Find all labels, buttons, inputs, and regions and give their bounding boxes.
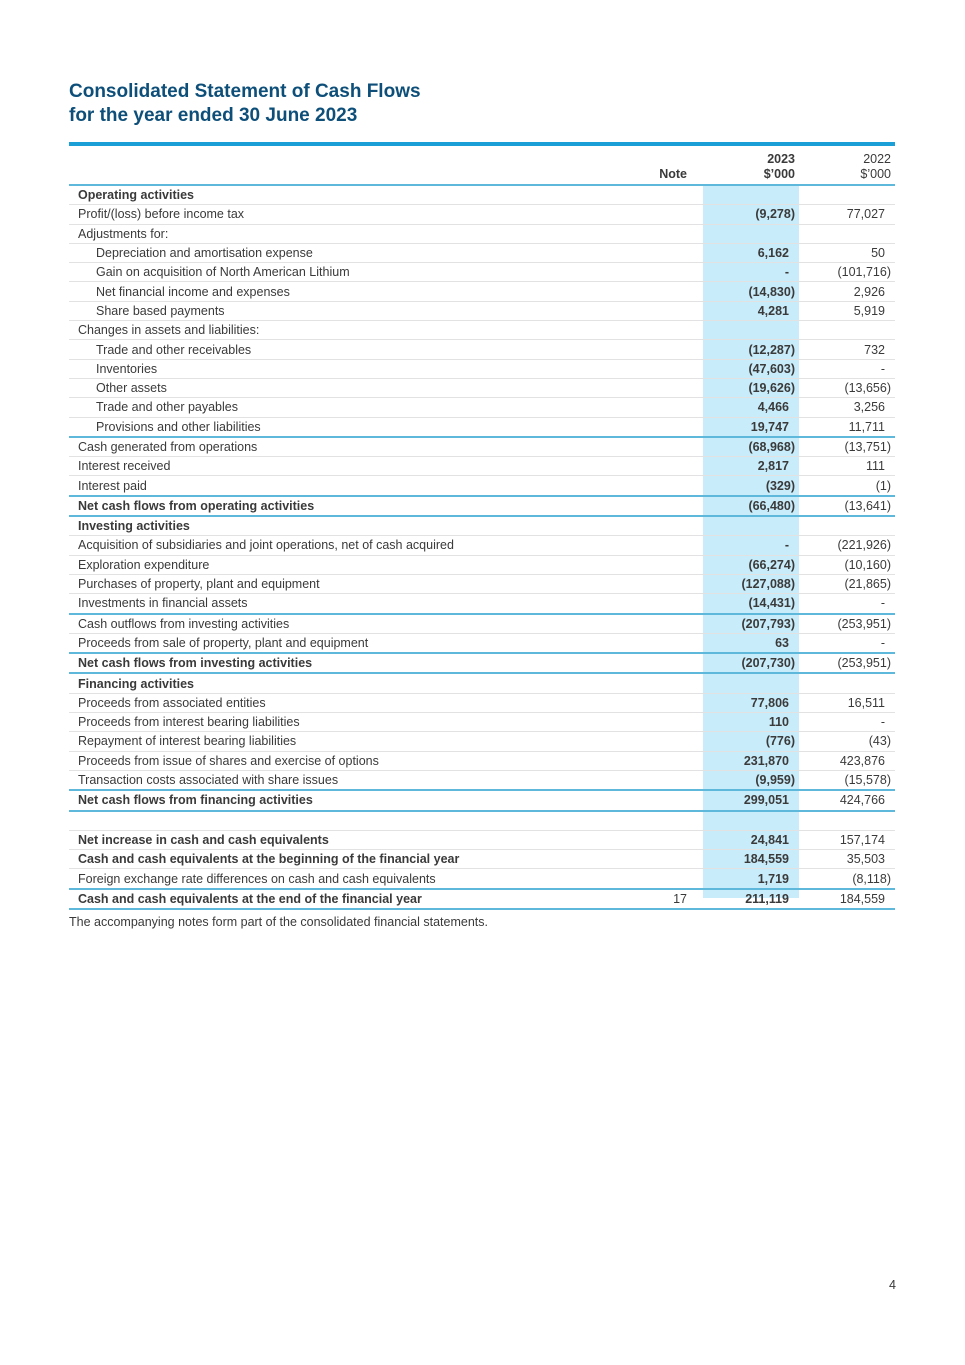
row-label: Net cash flows from financing activities [69,790,593,810]
value-2023 [703,790,799,810]
header-2022-year: 2022 [863,152,891,166]
value-2022-text: 424,766 [839,793,885,808]
value-2022 [799,185,895,205]
value-2023 [703,555,799,574]
row-label: Cash outflows from investing activities [69,614,593,634]
row-label: Cash and cash equivalents at the beginning of the financial year [69,850,593,869]
value-2023-text: 184,559 [743,852,789,867]
value-2022 [799,555,895,574]
value-2022-text: 11,711 [848,419,885,434]
value-2023 [703,673,799,693]
value-2022-text: 35,503 [846,852,885,867]
table-row [69,417,895,437]
row-label: Trade and other payables [69,398,593,417]
value-2022-text: (221,926) [837,538,891,553]
row-note [593,378,703,397]
row-label: Transaction costs associated with share issues [69,770,593,790]
value-2022-text: - [880,715,885,730]
value-2022-text: 184,559 [839,891,885,906]
row-label: Proceeds from associated entities [69,693,593,712]
row-label: Financing activities [69,673,593,693]
value-2022-text: (1) [875,478,891,493]
row-label: Gain on acquisition of North American Lithium [69,263,593,282]
value-2023 [703,205,799,224]
value-2022-text: 157,174 [839,832,885,847]
title-line-1: Consolidated Statement of Cash Flows [69,81,421,102]
value-2023 [703,378,799,397]
value-2023-text: (14,830) [748,284,795,299]
row-label: Exploration expenditure [69,555,593,574]
value-2023 [703,321,799,340]
row-note [593,536,703,555]
row-note [593,263,703,282]
value-2023 [703,340,799,359]
row-label: Purchases of property, plant and equipment [69,574,593,593]
row-note [593,653,703,673]
value-2023-text: (329) [765,478,795,493]
value-2022-text: 111 [865,459,885,474]
value-2023 [703,263,799,282]
table-row [69,633,895,653]
table-row [69,340,895,359]
value-2022-text: (101,716) [837,265,891,280]
row-label: Interest received [69,457,593,476]
value-2023 [703,633,799,653]
value-2022 [799,224,895,243]
table-row [69,243,895,262]
row-label: Proceeds from sale of property, plant and equipment [69,633,593,653]
row-note [593,185,703,205]
value-2023-text: (66,274) [748,557,795,572]
value-2022-text: (43) [868,734,891,749]
value-2023-text: (12,287) [748,342,795,357]
row-note [593,496,703,516]
value-2022 [799,830,895,849]
title-line-2: for the year ended 30 June 2023 [69,105,358,126]
value-2023 [703,614,799,634]
table-row [69,790,895,810]
header-2023-year: 2023 [767,152,795,166]
value-2022 [799,574,895,593]
row-note [593,243,703,262]
row-note [593,751,703,770]
table-row [69,869,895,889]
row-note [593,614,703,634]
value-2022 [799,594,895,614]
table-row [69,185,895,205]
value-2023 [703,496,799,516]
value-2023 [703,594,799,614]
row-label: Changes in assets and liabilities: [69,321,593,340]
row-label: Proceeds from issue of shares and exercise of options [69,751,593,770]
value-2022 [799,243,895,262]
table-row [69,673,895,693]
row-note [593,869,703,889]
value-2023 [703,889,799,909]
row-label: Cash and cash equivalents at the end of the financial year [69,889,593,909]
row-note [593,830,703,849]
value-2022 [799,378,895,397]
value-2023 [703,185,799,205]
row-note [593,790,703,810]
table-row [69,359,895,378]
value-2023 [703,693,799,712]
row-label: Net cash flows from operating activities [69,496,593,516]
value-2022-text: 732 [864,342,885,357]
table-row [69,398,895,417]
row-note [593,732,703,751]
value-2022-text: (13,641) [844,498,891,513]
table-row [69,594,895,614]
value-2022 [799,340,895,359]
value-2023-text: (776) [765,734,795,749]
table-row [69,321,895,340]
row-label: Depreciation and amortisation expense [69,243,593,262]
value-2022-text: 5,919 [853,303,885,318]
table-row [69,457,895,476]
value-2022 [799,713,895,732]
value-2022 [799,751,895,770]
table-header-row [69,146,895,185]
table-row [69,751,895,770]
table-row [69,282,895,301]
row-note [593,301,703,320]
row-label: Investments in financial assets [69,594,593,614]
value-2023 [703,417,799,437]
table-row [69,889,895,909]
table-row [69,263,895,282]
value-2022-text: (8,118) [852,871,891,886]
value-2022 [799,653,895,673]
row-note [593,574,703,593]
value-2023 [703,574,799,593]
value-2023-text: (68,968) [748,440,795,454]
value-2022 [799,770,895,790]
row-note [593,633,703,653]
value-2023-text: (207,730) [741,656,795,671]
value-2022-text: (13,656) [844,381,891,396]
row-note [593,811,703,831]
table-row [69,496,895,516]
row-label: Acquisition of subsidiaries and joint operations, net of cash acquired [69,536,593,555]
value-2022 [799,205,895,224]
value-2023-text: 77,806 [750,695,789,710]
value-2023-text: 1,719 [757,871,789,886]
value-2022-text: 2,926 [853,284,885,299]
row-note [593,282,703,301]
row-note [593,398,703,417]
value-2023-text: 24,841 [750,832,789,847]
value-2022 [799,889,895,909]
row-note [593,693,703,712]
row-label: Foreign exchange rate differences on cash and cash equivalents [69,869,593,889]
value-2022 [799,790,895,810]
value-2022-text: (13,751) [844,440,891,454]
value-2022-text: 16,511 [847,695,885,710]
table-row [69,536,895,555]
value-2022 [799,633,895,653]
value-2022-text: (10,160) [844,557,891,572]
table-row [69,437,895,457]
row-label: Other assets [69,378,593,397]
row-note [593,850,703,869]
value-2022 [799,811,895,831]
value-2022-text: (15,578) [844,773,891,788]
row-label: Repayment of interest bearing liabilities [69,732,593,751]
table-row [69,850,895,869]
table-row [69,770,895,790]
table-row [69,378,895,397]
value-2023 [703,282,799,301]
row-note [593,516,703,536]
value-2023-text: 63 [775,635,789,650]
value-2023-text: 4,281 [757,303,789,318]
row-note [593,340,703,359]
value-2023 [703,457,799,476]
row-note [593,457,703,476]
value-2022-text: (21,865) [844,577,891,592]
table-row [69,574,895,593]
header-label-cell [69,146,593,185]
value-2023 [703,476,799,496]
value-2022 [799,417,895,437]
value-2023-text: - [784,265,789,280]
value-2023 [703,224,799,243]
row-label: Operating activities [69,185,593,205]
row-note: 17 [593,889,703,909]
page-number: 4 [889,1278,896,1292]
value-2022 [799,476,895,496]
value-2022-text: 3,256 [853,400,885,415]
row-note [593,359,703,378]
row-note [593,673,703,693]
value-2022 [799,437,895,457]
value-2023-text: 19,747 [750,419,789,434]
value-2023 [703,770,799,790]
table-row [69,224,895,243]
row-label: Proceeds from interest bearing liabilities [69,713,593,732]
cash-flow-table [69,146,895,910]
row-label: Net cash flows from investing activities [69,653,593,673]
value-2022 [799,398,895,417]
row-note [593,437,703,457]
table-row [69,205,895,224]
value-2023 [703,437,799,457]
row-label: Net increase in cash and cash equivalents [69,830,593,849]
value-2023 [703,301,799,320]
table-row [69,476,895,496]
value-2023 [703,732,799,751]
row-note [593,224,703,243]
value-2022 [799,516,895,536]
value-2023 [703,359,799,378]
value-2023 [703,516,799,536]
value-2022 [799,282,895,301]
table-row [69,301,895,320]
value-2022 [799,732,895,751]
value-2023-text: (19,626) [748,381,795,396]
value-2022 [799,301,895,320]
value-2023 [703,536,799,555]
footnote: The accompanying notes form part of the consolidated financial statements. [69,915,488,929]
row-label [69,811,593,831]
value-2023-text: 2,817 [757,459,789,474]
header-note: Note [593,146,703,185]
value-2022-text: 77,027 [846,207,885,222]
value-2023 [703,243,799,262]
value-2023-text: (66,480) [748,498,795,513]
value-2022-text: 423,876 [839,753,885,768]
row-label: Interest paid [69,476,593,496]
header-2023-unit: $’000 [763,167,795,181]
row-note [593,205,703,224]
row-note [593,476,703,496]
value-2022 [799,321,895,340]
value-2022 [799,869,895,889]
value-2023-text: (14,431) [748,596,795,611]
row-note [593,594,703,614]
table-row [69,811,895,831]
row-note [593,713,703,732]
value-2022 [799,614,895,634]
value-2023 [703,713,799,732]
row-label: Net financial income and expenses [69,282,593,301]
table-row [69,713,895,732]
value-2023 [703,398,799,417]
row-label: Inventories [69,359,593,378]
value-2023-text: (47,603) [748,361,795,376]
row-label: Cash generated from operations [69,437,593,457]
value-2023-text: 211,119 [745,891,789,906]
value-2023-text: (9,278) [755,207,795,222]
table-row [69,732,895,751]
value-2022 [799,457,895,476]
table-row [69,555,895,574]
value-2022-text: (253,951) [837,656,891,671]
table-row [69,653,895,673]
header-2023 [703,146,799,185]
value-2022 [799,263,895,282]
row-label: Share based payments [69,301,593,320]
value-2023 [703,830,799,849]
value-2023 [703,869,799,889]
row-label: Adjustments for: [69,224,593,243]
table-row [69,516,895,536]
value-2022 [799,673,895,693]
value-2022 [799,496,895,516]
row-note [593,555,703,574]
table-row [69,614,895,634]
value-2022 [799,850,895,869]
page-title [69,80,421,128]
row-note [593,417,703,437]
value-2023 [703,653,799,673]
value-2022-text: - [880,596,885,611]
table-row [69,830,895,849]
value-2023-text: (127,088) [741,577,795,592]
value-2022 [799,359,895,378]
row-label: Provisions and other liabilities [69,417,593,437]
value-2022-text: (253,951) [837,616,891,631]
value-2023-text: 231,870 [743,753,789,768]
row-note [593,770,703,790]
value-2023-text: - [784,538,789,553]
value-2023-text: 299,051 [743,793,789,808]
value-2023-text: (9,959) [755,773,795,788]
value-2022-text: - [880,361,885,376]
value-2023-text: 6,162 [757,246,789,261]
row-label: Investing activities [69,516,593,536]
table-row [69,693,895,712]
row-note [593,321,703,340]
value-2023 [703,751,799,770]
header-2022-unit: $’000 [860,167,891,181]
header-2022 [799,146,895,185]
value-2023-text: 4,466 [757,400,789,415]
value-2022-text: - [880,635,885,650]
row-label: Profit/(loss) before income tax [69,205,593,224]
row-label: Trade and other receivables [69,340,593,359]
value-2022-text: 50 [871,246,885,261]
value-2023-text: (207,793) [741,616,795,631]
value-2022 [799,536,895,555]
value-2022 [799,693,895,712]
value-2023 [703,811,799,831]
value-2023-text: 110 [768,715,789,730]
value-2023 [703,850,799,869]
